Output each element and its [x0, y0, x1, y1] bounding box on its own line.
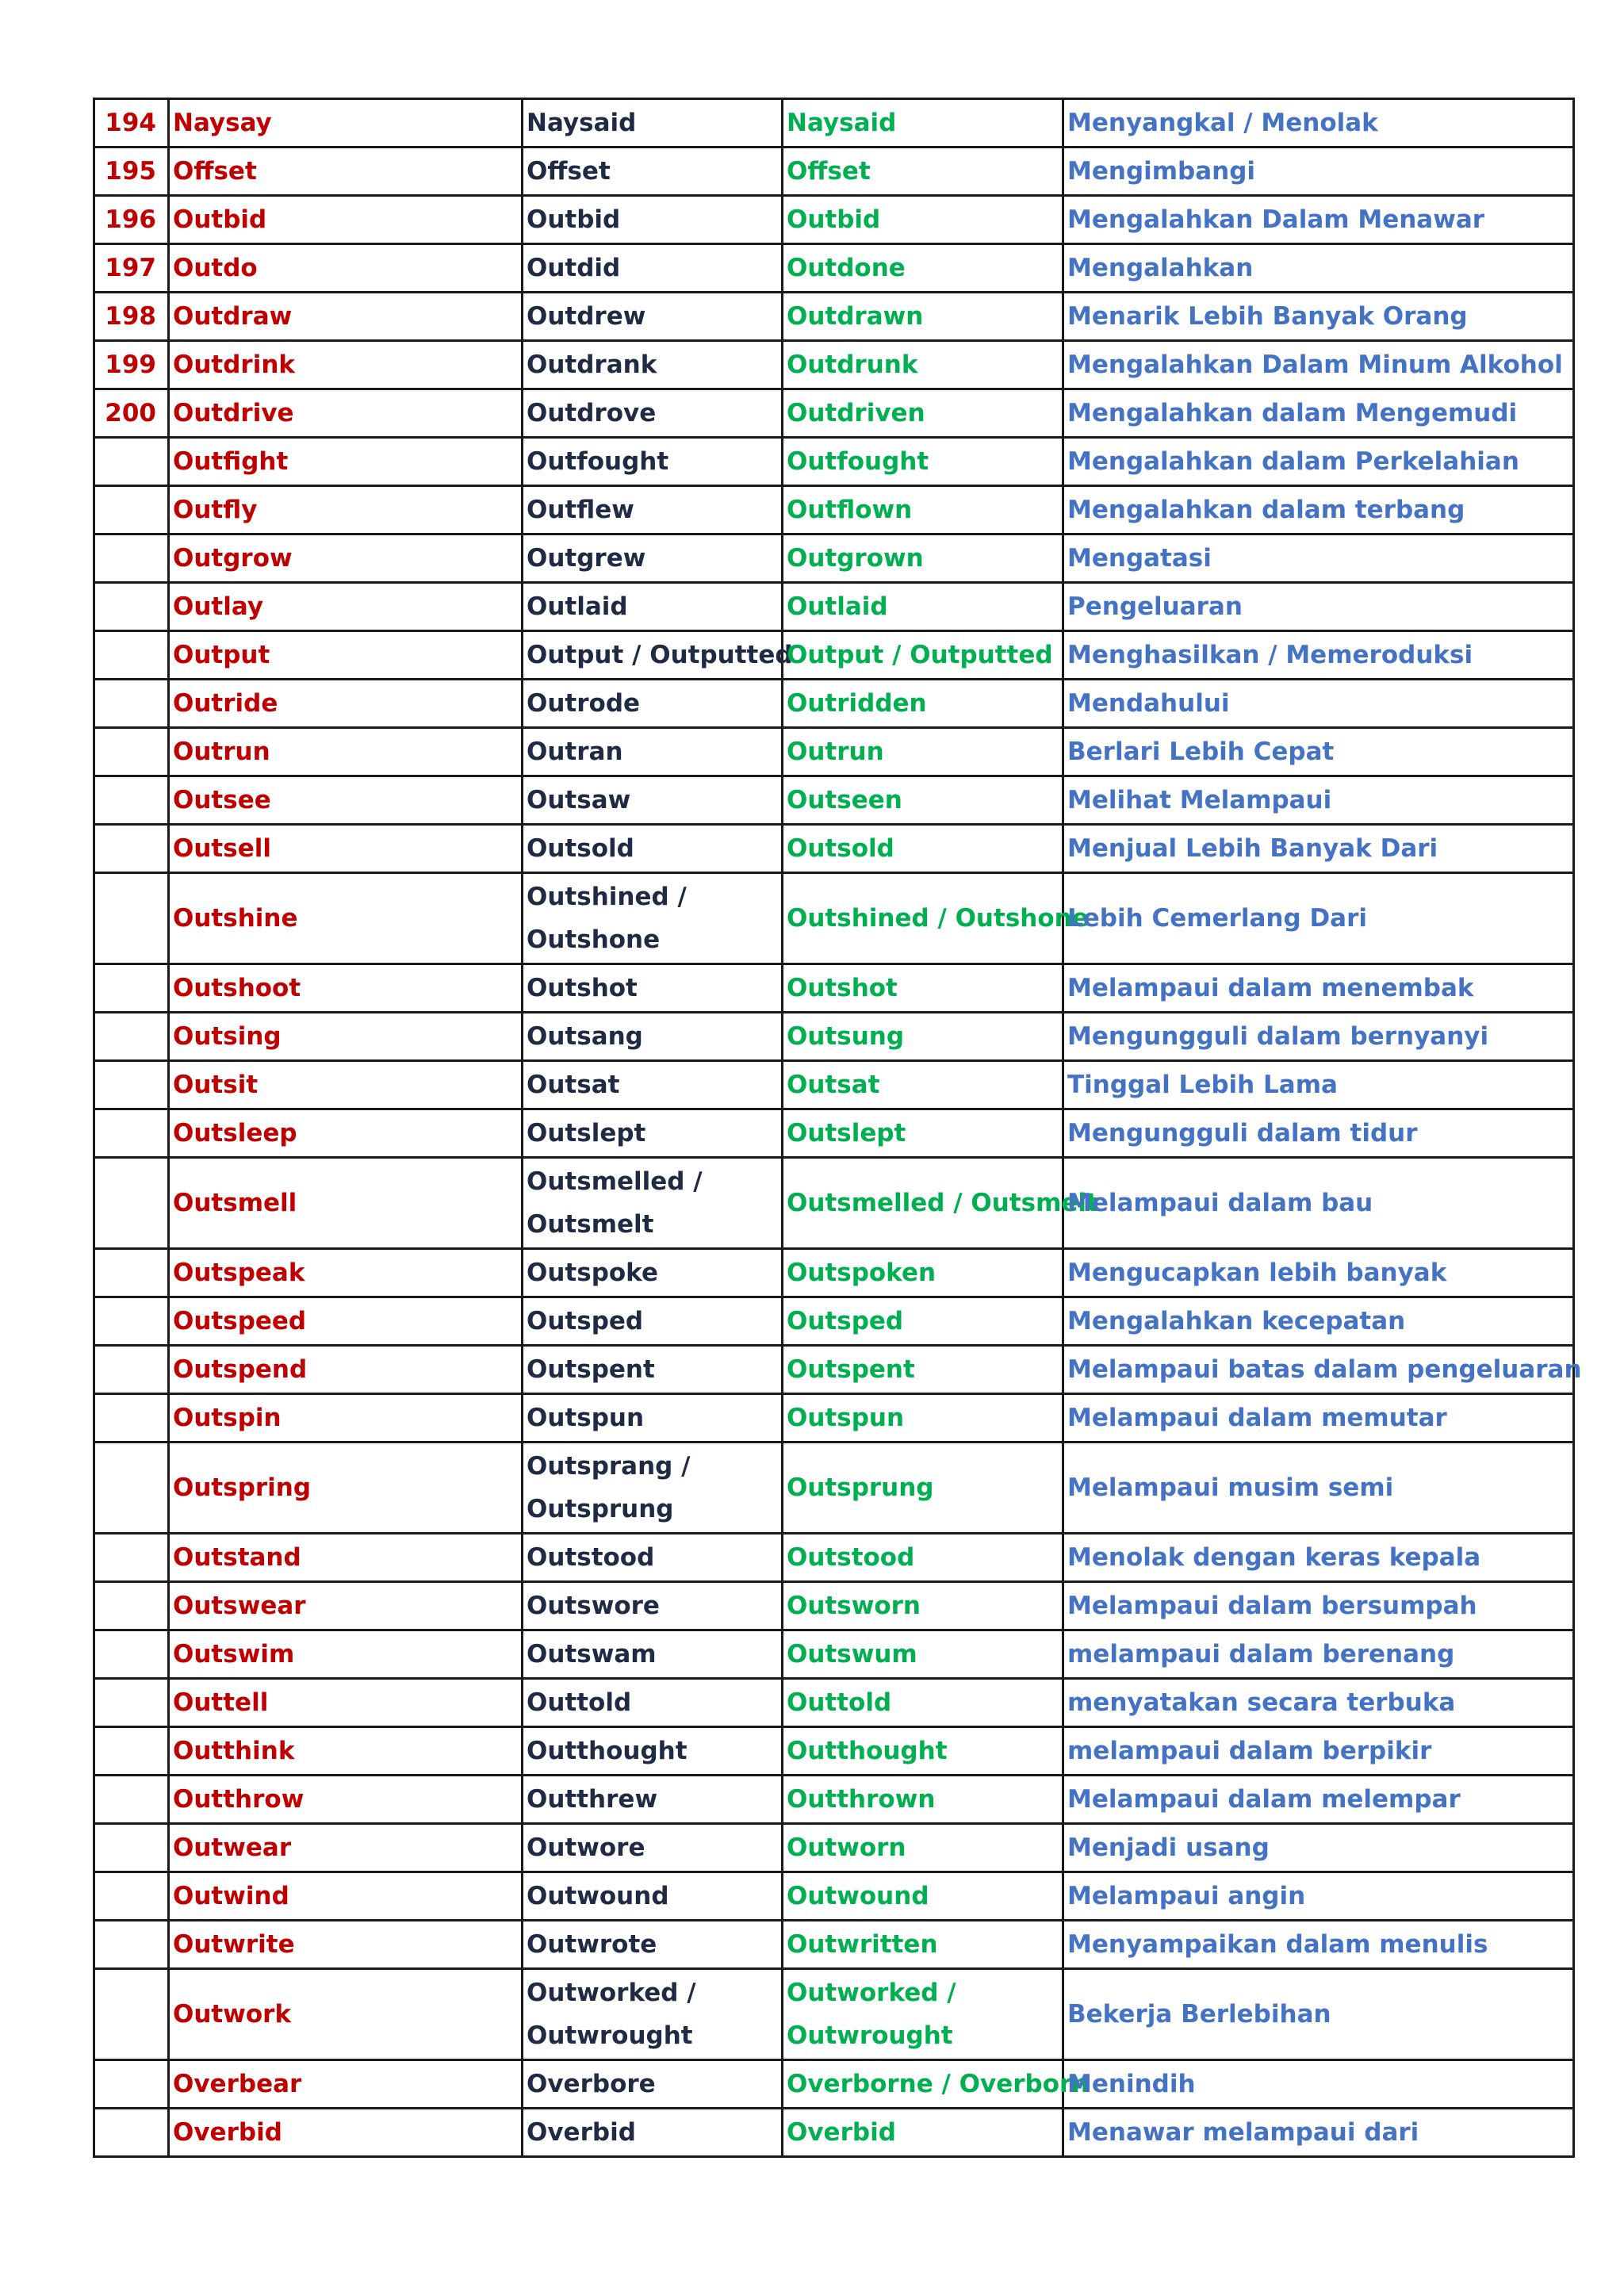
- row-number-cell: [94, 1443, 169, 1534]
- meaning-cell: Lebih Cemerlang Dari: [1063, 873, 1574, 964]
- table-row: [94, 825, 1574, 873]
- row-number-cell: [94, 680, 169, 728]
- table-row: [94, 873, 1574, 964]
- row-number-cell: [94, 486, 169, 534]
- row-number-cell: [94, 1394, 169, 1443]
- base-form-cell: Overbid: [169, 2109, 523, 2157]
- past-participle-cell: Outseen: [783, 776, 1063, 825]
- row-number-cell: [94, 1109, 169, 1158]
- past-participle-cell: Overborne / Overborn: [783, 2060, 1063, 2109]
- past-tense-cell: Outdrove: [523, 389, 783, 438]
- row-number-cell: [94, 873, 169, 964]
- row-number-cell: [94, 438, 169, 486]
- past-participle-cell: Outdone: [783, 244, 1063, 293]
- meaning-cell: Mengatasi: [1063, 534, 1574, 583]
- meaning-cell: Menawar melampaui dari: [1063, 2109, 1574, 2157]
- table-row: [94, 244, 1574, 293]
- past-participle-cell: Outsped: [783, 1297, 1063, 1346]
- base-form-cell: Output: [169, 631, 523, 680]
- meaning-cell: Melampaui dalam menembak: [1063, 964, 1574, 1013]
- past-tense-cell: Outran: [523, 728, 783, 776]
- meaning-cell: Mengalahkan Dalam Menawar: [1063, 196, 1574, 244]
- table-row: [94, 1824, 1574, 1872]
- row-number-cell: 194: [94, 99, 169, 148]
- past-tense-cell: Outflew: [523, 486, 783, 534]
- table-row: [94, 1534, 1574, 1582]
- base-form-cell: Outdo: [169, 244, 523, 293]
- past-participle-cell: Outswum: [783, 1630, 1063, 1679]
- past-tense-cell: Outwound: [523, 1872, 783, 1921]
- past-tense-cell: Outsang: [523, 1013, 783, 1061]
- base-form-cell: Outshine: [169, 873, 523, 964]
- row-number-cell: [94, 825, 169, 873]
- past-tense-cell: Offset: [523, 148, 783, 196]
- base-form-cell: Outfly: [169, 486, 523, 534]
- past-participle-cell: Outworn: [783, 1824, 1063, 1872]
- meaning-cell: Mengalahkan dalam Mengemudi: [1063, 389, 1574, 438]
- past-participle-cell: Outslept: [783, 1109, 1063, 1158]
- table-row: [94, 631, 1574, 680]
- past-participle-cell: Outflown: [783, 486, 1063, 534]
- past-tense-cell: Outspoke: [523, 1249, 783, 1297]
- past-tense-cell: Outsat: [523, 1061, 783, 1109]
- meaning-cell: Mengalahkan kecepatan: [1063, 1297, 1574, 1346]
- past-tense-cell: Output / Outputted: [523, 631, 783, 680]
- row-number-cell: [94, 1969, 169, 2060]
- row-number-cell: [94, 1534, 169, 1582]
- meaning-cell: Melampaui dalam memutar: [1063, 1394, 1574, 1443]
- base-form-cell: Outsmell: [169, 1158, 523, 1249]
- meaning-cell: Mengucapkan lebih banyak: [1063, 1249, 1574, 1297]
- past-tense-cell: Outfought: [523, 438, 783, 486]
- meaning-cell: Mengalahkan: [1063, 244, 1574, 293]
- past-participle-cell: Outwritten: [783, 1921, 1063, 1969]
- row-number-cell: [94, 534, 169, 583]
- past-participle-cell: Outrun: [783, 728, 1063, 776]
- past-tense-cell: Overbid: [523, 2109, 783, 2157]
- past-tense-cell: Outshined / Outshone: [523, 873, 783, 964]
- row-number-cell: [94, 2060, 169, 2109]
- row-number-cell: [94, 1872, 169, 1921]
- past-participle-cell: Outsmelled / Outsmelt: [783, 1158, 1063, 1249]
- past-participle-cell: Outstood: [783, 1534, 1063, 1582]
- past-participle-cell: Outsung: [783, 1013, 1063, 1061]
- past-participle-cell: Outshot: [783, 964, 1063, 1013]
- table-row: [94, 534, 1574, 583]
- base-form-cell: Outride: [169, 680, 523, 728]
- meaning-cell: Melihat Melampaui: [1063, 776, 1574, 825]
- base-form-cell: Outswear: [169, 1582, 523, 1630]
- past-participle-cell: Outsat: [783, 1061, 1063, 1109]
- base-form-cell: Outwork: [169, 1969, 523, 2060]
- table-row: [94, 583, 1574, 631]
- past-participle-cell: Outworked / Outwrought: [783, 1969, 1063, 2060]
- base-form-cell: Outsleep: [169, 1109, 523, 1158]
- table-row: [94, 1109, 1574, 1158]
- past-participle-cell: Naysaid: [783, 99, 1063, 148]
- past-participle-cell: Outfought: [783, 438, 1063, 486]
- meaning-cell: Tinggal Lebih Lama: [1063, 1061, 1574, 1109]
- past-participle-cell: Outthrown: [783, 1776, 1063, 1824]
- past-participle-cell: Outbid: [783, 196, 1063, 244]
- meaning-cell: Bekerja Berlebihan: [1063, 1969, 1574, 2060]
- past-tense-cell: Outtold: [523, 1679, 783, 1727]
- row-number-cell: [94, 776, 169, 825]
- base-form-cell: Outspeak: [169, 1249, 523, 1297]
- meaning-cell: Menyangkal / Menolak: [1063, 99, 1574, 148]
- past-tense-cell: Outsaw: [523, 776, 783, 825]
- past-participle-cell: Outspoken: [783, 1249, 1063, 1297]
- meaning-cell: Mengalahkan Dalam Minum Alkohol: [1063, 341, 1574, 389]
- table-row: [94, 1582, 1574, 1630]
- past-participle-cell: Outtold: [783, 1679, 1063, 1727]
- table-row: [94, 438, 1574, 486]
- base-form-cell: Outrun: [169, 728, 523, 776]
- past-tense-cell: Outspent: [523, 1346, 783, 1394]
- past-tense-cell: Outthrew: [523, 1776, 783, 1824]
- meaning-cell: menyatakan secara terbuka: [1063, 1679, 1574, 1727]
- past-tense-cell: Outbid: [523, 196, 783, 244]
- past-tense-cell: Outworked / Outwrought: [523, 1969, 783, 2060]
- past-participle-cell: Overbid: [783, 2109, 1063, 2157]
- past-participle-cell: Outspent: [783, 1346, 1063, 1394]
- table-row: [94, 2060, 1574, 2109]
- base-form-cell: Outsell: [169, 825, 523, 873]
- meaning-cell: Mengalahkan dalam terbang: [1063, 486, 1574, 534]
- row-number-cell: [94, 1727, 169, 1776]
- base-form-cell: Overbear: [169, 2060, 523, 2109]
- base-form-cell: Outwear: [169, 1824, 523, 1872]
- past-participle-cell: Outsworn: [783, 1582, 1063, 1630]
- row-number-cell: [94, 1776, 169, 1824]
- base-form-cell: Outthink: [169, 1727, 523, 1776]
- base-form-cell: Outdraw: [169, 293, 523, 341]
- meaning-cell: Mengimbangi: [1063, 148, 1574, 196]
- meaning-cell: Mendahului: [1063, 680, 1574, 728]
- row-number-cell: [94, 1824, 169, 1872]
- past-tense-cell: Outswore: [523, 1582, 783, 1630]
- table-row: [94, 389, 1574, 438]
- base-form-cell: Outlay: [169, 583, 523, 631]
- table-row: [94, 1776, 1574, 1824]
- past-tense-cell: Outrode: [523, 680, 783, 728]
- table-row: [94, 2109, 1574, 2157]
- meaning-cell: Menghasilkan / Memeroduksi: [1063, 631, 1574, 680]
- meaning-cell: Menjual Lebih Banyak Dari: [1063, 825, 1574, 873]
- table-row: [94, 1630, 1574, 1679]
- past-participle-cell: Outsold: [783, 825, 1063, 873]
- table-row: [94, 964, 1574, 1013]
- base-form-cell: Outsee: [169, 776, 523, 825]
- meaning-cell: Menindih: [1063, 2060, 1574, 2109]
- past-tense-cell: Naysaid: [523, 99, 783, 148]
- base-form-cell: Offset: [169, 148, 523, 196]
- row-number-cell: [94, 728, 169, 776]
- past-tense-cell: Outsmelled / Outsmelt: [523, 1158, 783, 1249]
- row-number-cell: [94, 583, 169, 631]
- past-tense-cell: Outslept: [523, 1109, 783, 1158]
- meaning-cell: Menyampaikan dalam menulis: [1063, 1921, 1574, 1969]
- past-tense-cell: Outthought: [523, 1727, 783, 1776]
- past-participle-cell: Outsprung: [783, 1443, 1063, 1534]
- meaning-cell: Pengeluaran: [1063, 583, 1574, 631]
- base-form-cell: Outspring: [169, 1443, 523, 1534]
- base-form-cell: Outstand: [169, 1534, 523, 1582]
- table-row: [94, 776, 1574, 825]
- meaning-cell: Melampaui dalam bau: [1063, 1158, 1574, 1249]
- table-row: [94, 1013, 1574, 1061]
- table-row: [94, 1158, 1574, 1249]
- row-number-cell: 200: [94, 389, 169, 438]
- past-tense-cell: Overbore: [523, 2060, 783, 2109]
- table-row: [94, 1394, 1574, 1443]
- table-row: [94, 148, 1574, 196]
- meaning-cell: Melampaui angin: [1063, 1872, 1574, 1921]
- past-tense-cell: Outdrank: [523, 341, 783, 389]
- base-form-cell: Outbid: [169, 196, 523, 244]
- table-row: [94, 1249, 1574, 1297]
- base-form-cell: Outdrive: [169, 389, 523, 438]
- past-tense-cell: Outdid: [523, 244, 783, 293]
- past-tense-cell: Outshot: [523, 964, 783, 1013]
- past-tense-cell: Outswam: [523, 1630, 783, 1679]
- past-participle-cell: Outspun: [783, 1394, 1063, 1443]
- meaning-cell: Melampaui dalam melempar: [1063, 1776, 1574, 1824]
- past-tense-cell: Outsprang / Outsprung: [523, 1443, 783, 1534]
- past-tense-cell: Outspun: [523, 1394, 783, 1443]
- table-row: [94, 1872, 1574, 1921]
- past-tense-cell: Outwore: [523, 1824, 783, 1872]
- row-number-cell: 195: [94, 148, 169, 196]
- base-form-cell: Outswim: [169, 1630, 523, 1679]
- row-number-cell: [94, 1158, 169, 1249]
- row-number-cell: [94, 1013, 169, 1061]
- table-row: [94, 341, 1574, 389]
- meaning-cell: Melampaui dalam bersumpah: [1063, 1582, 1574, 1630]
- past-participle-cell: Outdrawn: [783, 293, 1063, 341]
- base-form-cell: Outwrite: [169, 1921, 523, 1969]
- base-form-cell: Outfight: [169, 438, 523, 486]
- table-row: [94, 1061, 1574, 1109]
- row-number-cell: 199: [94, 341, 169, 389]
- table-row: [94, 1443, 1574, 1534]
- meaning-cell: Mengungguli dalam bernyanyi: [1063, 1013, 1574, 1061]
- past-participle-cell: Output / Outputted: [783, 631, 1063, 680]
- row-number-cell: [94, 1630, 169, 1679]
- table-row: [94, 680, 1574, 728]
- meaning-cell: Mengungguli dalam tidur: [1063, 1109, 1574, 1158]
- base-form-cell: Outdrink: [169, 341, 523, 389]
- table-row: [94, 1346, 1574, 1394]
- row-number-cell: [94, 631, 169, 680]
- row-number-cell: [94, 1061, 169, 1109]
- row-number-cell: [94, 1921, 169, 1969]
- meaning-cell: Melampaui musim semi: [1063, 1443, 1574, 1534]
- row-number-cell: [94, 1297, 169, 1346]
- table-row: [94, 486, 1574, 534]
- past-tense-cell: Outgrew: [523, 534, 783, 583]
- meaning-cell: Mengalahkan dalam Perkelahian: [1063, 438, 1574, 486]
- past-tense-cell: Outwrote: [523, 1921, 783, 1969]
- meaning-cell: Berlari Lebih Cepat: [1063, 728, 1574, 776]
- base-form-cell: Outtell: [169, 1679, 523, 1727]
- row-number-cell: [94, 1679, 169, 1727]
- table-row: [94, 293, 1574, 341]
- meaning-cell: melampaui dalam berenang: [1063, 1630, 1574, 1679]
- meaning-cell: melampaui dalam berpikir: [1063, 1727, 1574, 1776]
- row-number-cell: [94, 2109, 169, 2157]
- base-form-cell: Outspend: [169, 1346, 523, 1394]
- row-number-cell: 198: [94, 293, 169, 341]
- table-row: [94, 1297, 1574, 1346]
- row-number-cell: [94, 1346, 169, 1394]
- base-form-cell: Outsing: [169, 1013, 523, 1061]
- verbs-table-body: [94, 99, 1582, 2157]
- base-form-cell: Outshoot: [169, 964, 523, 1013]
- past-tense-cell: Outdrew: [523, 293, 783, 341]
- table-row: [94, 196, 1574, 244]
- base-form-cell: Naysay: [169, 99, 523, 148]
- meaning-cell: Menjadi usang: [1063, 1824, 1574, 1872]
- past-participle-cell: Outdriven: [783, 389, 1063, 438]
- past-participle-cell: Outwound: [783, 1872, 1063, 1921]
- base-form-cell: Outgrow: [169, 534, 523, 583]
- meaning-cell: Menolak dengan keras kepala: [1063, 1534, 1574, 1582]
- row-number-cell: [94, 964, 169, 1013]
- meaning-cell: Melampaui batas dalam pengeluaran: [1063, 1346, 1574, 1394]
- row-number-cell: 196: [94, 196, 169, 244]
- base-form-cell: Outspin: [169, 1394, 523, 1443]
- table-row: [94, 1921, 1574, 1969]
- past-participle-cell: Outshined / Outshone: [783, 873, 1063, 964]
- base-form-cell: Outwind: [169, 1872, 523, 1921]
- past-tense-cell: Outstood: [523, 1534, 783, 1582]
- table-row: [94, 99, 1574, 148]
- past-participle-cell: Outgrown: [783, 534, 1063, 583]
- table-row: [94, 1679, 1574, 1727]
- past-tense-cell: Outsold: [523, 825, 783, 873]
- table-row: [94, 1727, 1574, 1776]
- row-number-cell: [94, 1582, 169, 1630]
- past-tense-cell: Outlaid: [523, 583, 783, 631]
- past-participle-cell: Outdrunk: [783, 341, 1063, 389]
- irregular-verbs-table: [93, 98, 1582, 2158]
- base-form-cell: Outspeed: [169, 1297, 523, 1346]
- row-number-cell: [94, 1249, 169, 1297]
- base-form-cell: Outthrow: [169, 1776, 523, 1824]
- meaning-cell: Menarik Lebih Banyak Orang: [1063, 293, 1574, 341]
- row-number-cell: 197: [94, 244, 169, 293]
- base-form-cell: Outsit: [169, 1061, 523, 1109]
- past-participle-cell: Offset: [783, 148, 1063, 196]
- table-row: [94, 1969, 1574, 2060]
- table-row: [94, 728, 1574, 776]
- past-participle-cell: Outlaid: [783, 583, 1063, 631]
- past-participle-cell: Outthought: [783, 1727, 1063, 1776]
- past-tense-cell: Outsped: [523, 1297, 783, 1346]
- past-participle-cell: Outridden: [783, 680, 1063, 728]
